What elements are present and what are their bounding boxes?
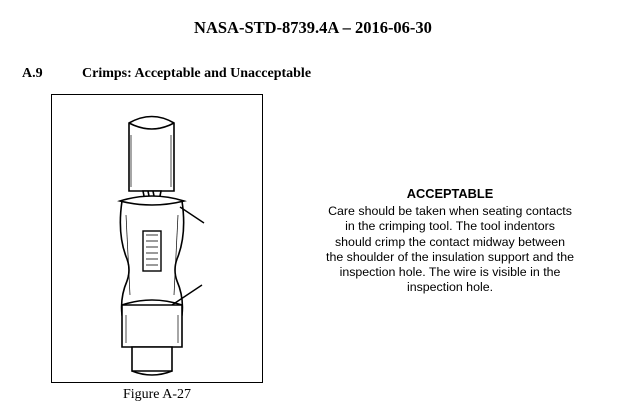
wire-insulation xyxy=(129,117,174,192)
contact-body xyxy=(122,305,182,347)
description-line: inspection hole. xyxy=(406,280,494,295)
section-title: Crimps: Acceptable and Unacceptable xyxy=(82,66,312,81)
section-number: A.9 xyxy=(22,66,43,81)
description-block xyxy=(309,186,591,295)
insulation-support-shoulder xyxy=(120,196,184,205)
contact-pin xyxy=(132,347,172,371)
document-header: NASA-STD-8739.4A – 2016-06-30 xyxy=(194,18,432,37)
figure-frame xyxy=(51,94,263,383)
description-line: should crimp the contact midway between xyxy=(334,234,566,249)
description-line: inspection hole. The wire is visible in the xyxy=(339,265,561,280)
figure-caption: Figure A-27 xyxy=(122,387,192,402)
description-line: Care should be taken when seating contacts xyxy=(328,204,572,219)
description-line: the shoulder of the insulation support and the xyxy=(326,249,574,264)
description-title: ACCEPTABLE xyxy=(406,186,494,201)
crimped-contact-illustration xyxy=(52,95,264,384)
description-line: in the crimping tool. The tool indentors xyxy=(345,219,555,234)
